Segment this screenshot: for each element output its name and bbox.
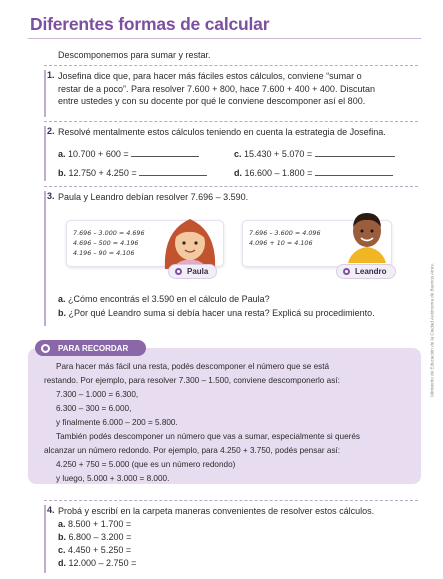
- leandro-name-tag: [336, 264, 396, 279]
- side-credit: [426, 230, 438, 430]
- exercise-4-prompt: Probá y escribí en la carpeta maneras convenientes de resolver estos cálculos.: [58, 506, 375, 516]
- recordar-line: restando. Por ejemplo, para resolver 7.300 – 1.500, conviene descomponerlo así:: [44, 376, 340, 385]
- paula-calc-line: 4.696 – 500 = 4.196: [73, 239, 139, 247]
- ring-icon: [41, 344, 50, 353]
- exercise-number: 4.: [47, 505, 55, 515]
- section-bar: [44, 191, 46, 326]
- recordar-line: 6.300 – 300 = 6.000,: [56, 404, 132, 413]
- item-letter: d.: [58, 558, 66, 568]
- side-credit-text: Ministerio de Educación de la Ciudad Autónoma de Buenos Aires.: [429, 263, 435, 397]
- exercise-3-prompt: Paula y Leandro debían resolver 7.696 – 3.590.: [58, 192, 249, 202]
- leandro-avatar: [342, 205, 392, 263]
- exercise-4-item-a: [58, 519, 131, 529]
- radio-dot-icon: [343, 268, 350, 275]
- section-bar: [44, 505, 46, 573]
- recordar-line: alcanzar un número redondo. Por ejemplo, para 4.250 + 3.750, podés pensar así:: [44, 446, 341, 455]
- leandro-calc-line: 7.696 – 3.600 = 4.096: [249, 229, 321, 237]
- item-text: 6.800 – 3.200 =: [68, 532, 132, 542]
- item-text: ¿Cómo encontrás el 3.590 en el cálculo de Paula?: [68, 294, 270, 304]
- title-rule: [28, 38, 421, 39]
- separator: [44, 186, 418, 187]
- exercise-2-item-d: [234, 167, 393, 178]
- recordar-line: 4.250 + 750 = 5.000 (que es un número redondo): [56, 460, 236, 469]
- recordar-line: 7.300 – 1.000 = 6.300,: [56, 390, 139, 399]
- answer-blank[interactable]: [315, 148, 395, 157]
- item-letter: a.: [58, 519, 66, 529]
- exercise-2-item-b: [58, 167, 207, 178]
- exercise-1-line: Josefina dice que, para hacer más fáciles estos cálculos, conviene “sumar o: [58, 71, 362, 81]
- answer-blank[interactable]: [315, 167, 393, 176]
- item-letter: a.: [58, 149, 66, 159]
- answer-blank[interactable]: [139, 167, 207, 176]
- item-letter: b.: [58, 168, 66, 178]
- exercise-2: [44, 126, 418, 181]
- paula-name-tag: [168, 264, 217, 279]
- exercise-2-item-c: [234, 148, 395, 159]
- item-text: 12.000 – 2.750 =: [68, 558, 137, 568]
- exercise-2-item-a: [58, 148, 199, 159]
- item-text: 15.430 + 5.070 =: [244, 149, 313, 159]
- recordar-line: y luego, 5.000 + 3.000 = 8.000.: [56, 474, 170, 483]
- item-letter: b.: [58, 532, 66, 542]
- item-text: 10.700 + 600 =: [68, 149, 129, 159]
- item-text: 4.450 + 5.250 =: [68, 545, 132, 555]
- exercise-number: 1.: [47, 70, 55, 80]
- separator: [44, 121, 418, 122]
- paula-name: Paula: [187, 267, 209, 276]
- exercise-4: [44, 505, 418, 573]
- exercise-1-line: entre ustedes y con su docente por qué le conviene descomponer así el 800.: [58, 96, 366, 106]
- paula-calc-line: 7.696 – 3.000 = 4.696: [73, 229, 145, 237]
- leandro-name: Leandro: [355, 267, 387, 276]
- item-text: ¿Por qué Leandro suma si debía hacer una resta? Explicá su procedimiento.: [68, 308, 375, 318]
- para-recordar-text: PARA RECORDAR: [58, 343, 129, 353]
- exercise-2-prompt: Resolvé mentalmente estos cálculos teniendo en cuenta la estrategia de Josefina.: [58, 127, 386, 137]
- exercise-4-item-b: [58, 532, 131, 542]
- exercise-3: [44, 191, 418, 326]
- exercise-number: 2.: [47, 126, 55, 136]
- answer-blank[interactable]: [131, 148, 199, 157]
- exercise-4-item-c: [58, 545, 131, 555]
- separator: [44, 65, 418, 66]
- recordar-line: Para hacer más fácil una resta, podés descomponer el número que se está: [56, 362, 330, 371]
- recordar-line: También podés descomponer un número que vas a sumar, especialmente si querés: [56, 432, 361, 441]
- item-letter: b.: [58, 308, 66, 318]
- item-letter: c.: [234, 149, 242, 159]
- item-text: 12.750 + 4.250 =: [68, 168, 137, 178]
- item-letter: d.: [234, 168, 242, 178]
- item-text: 16.600 – 1.800 =: [244, 168, 313, 178]
- radio-dot-icon: [175, 268, 182, 275]
- exercise-1-line: restar de a poco”. Para resolver 7.600 + 800, hace 7.600 + 400 + 400. Discutan: [58, 83, 375, 94]
- para-recordar-label: [35, 340, 146, 356]
- exercise-1: [44, 70, 418, 117]
- exercise-number: 3.: [47, 191, 55, 201]
- intro-text: Descomponemos para sumar y restar.: [58, 50, 211, 60]
- exercise-4-item-d: [58, 558, 136, 568]
- page-title: Diferentes formas de calcular: [30, 14, 270, 34]
- leandro-calc-line: 4.096 + 10 = 4.106: [249, 239, 313, 247]
- item-letter: c.: [58, 545, 66, 555]
- paula-calc-line: 4.196 – 90 = 4.106: [73, 249, 135, 257]
- exercise-3-question-a: [58, 294, 270, 304]
- item-letter: a.: [58, 294, 66, 304]
- exercise-3-question-b: [58, 308, 375, 318]
- section-bar: [44, 126, 46, 181]
- recordar-line: y finalmente 6.000 – 200 = 5.800.: [56, 418, 178, 427]
- item-text: 8.500 + 1.700 =: [68, 519, 132, 529]
- section-bar: [44, 70, 46, 117]
- separator: [44, 500, 418, 501]
